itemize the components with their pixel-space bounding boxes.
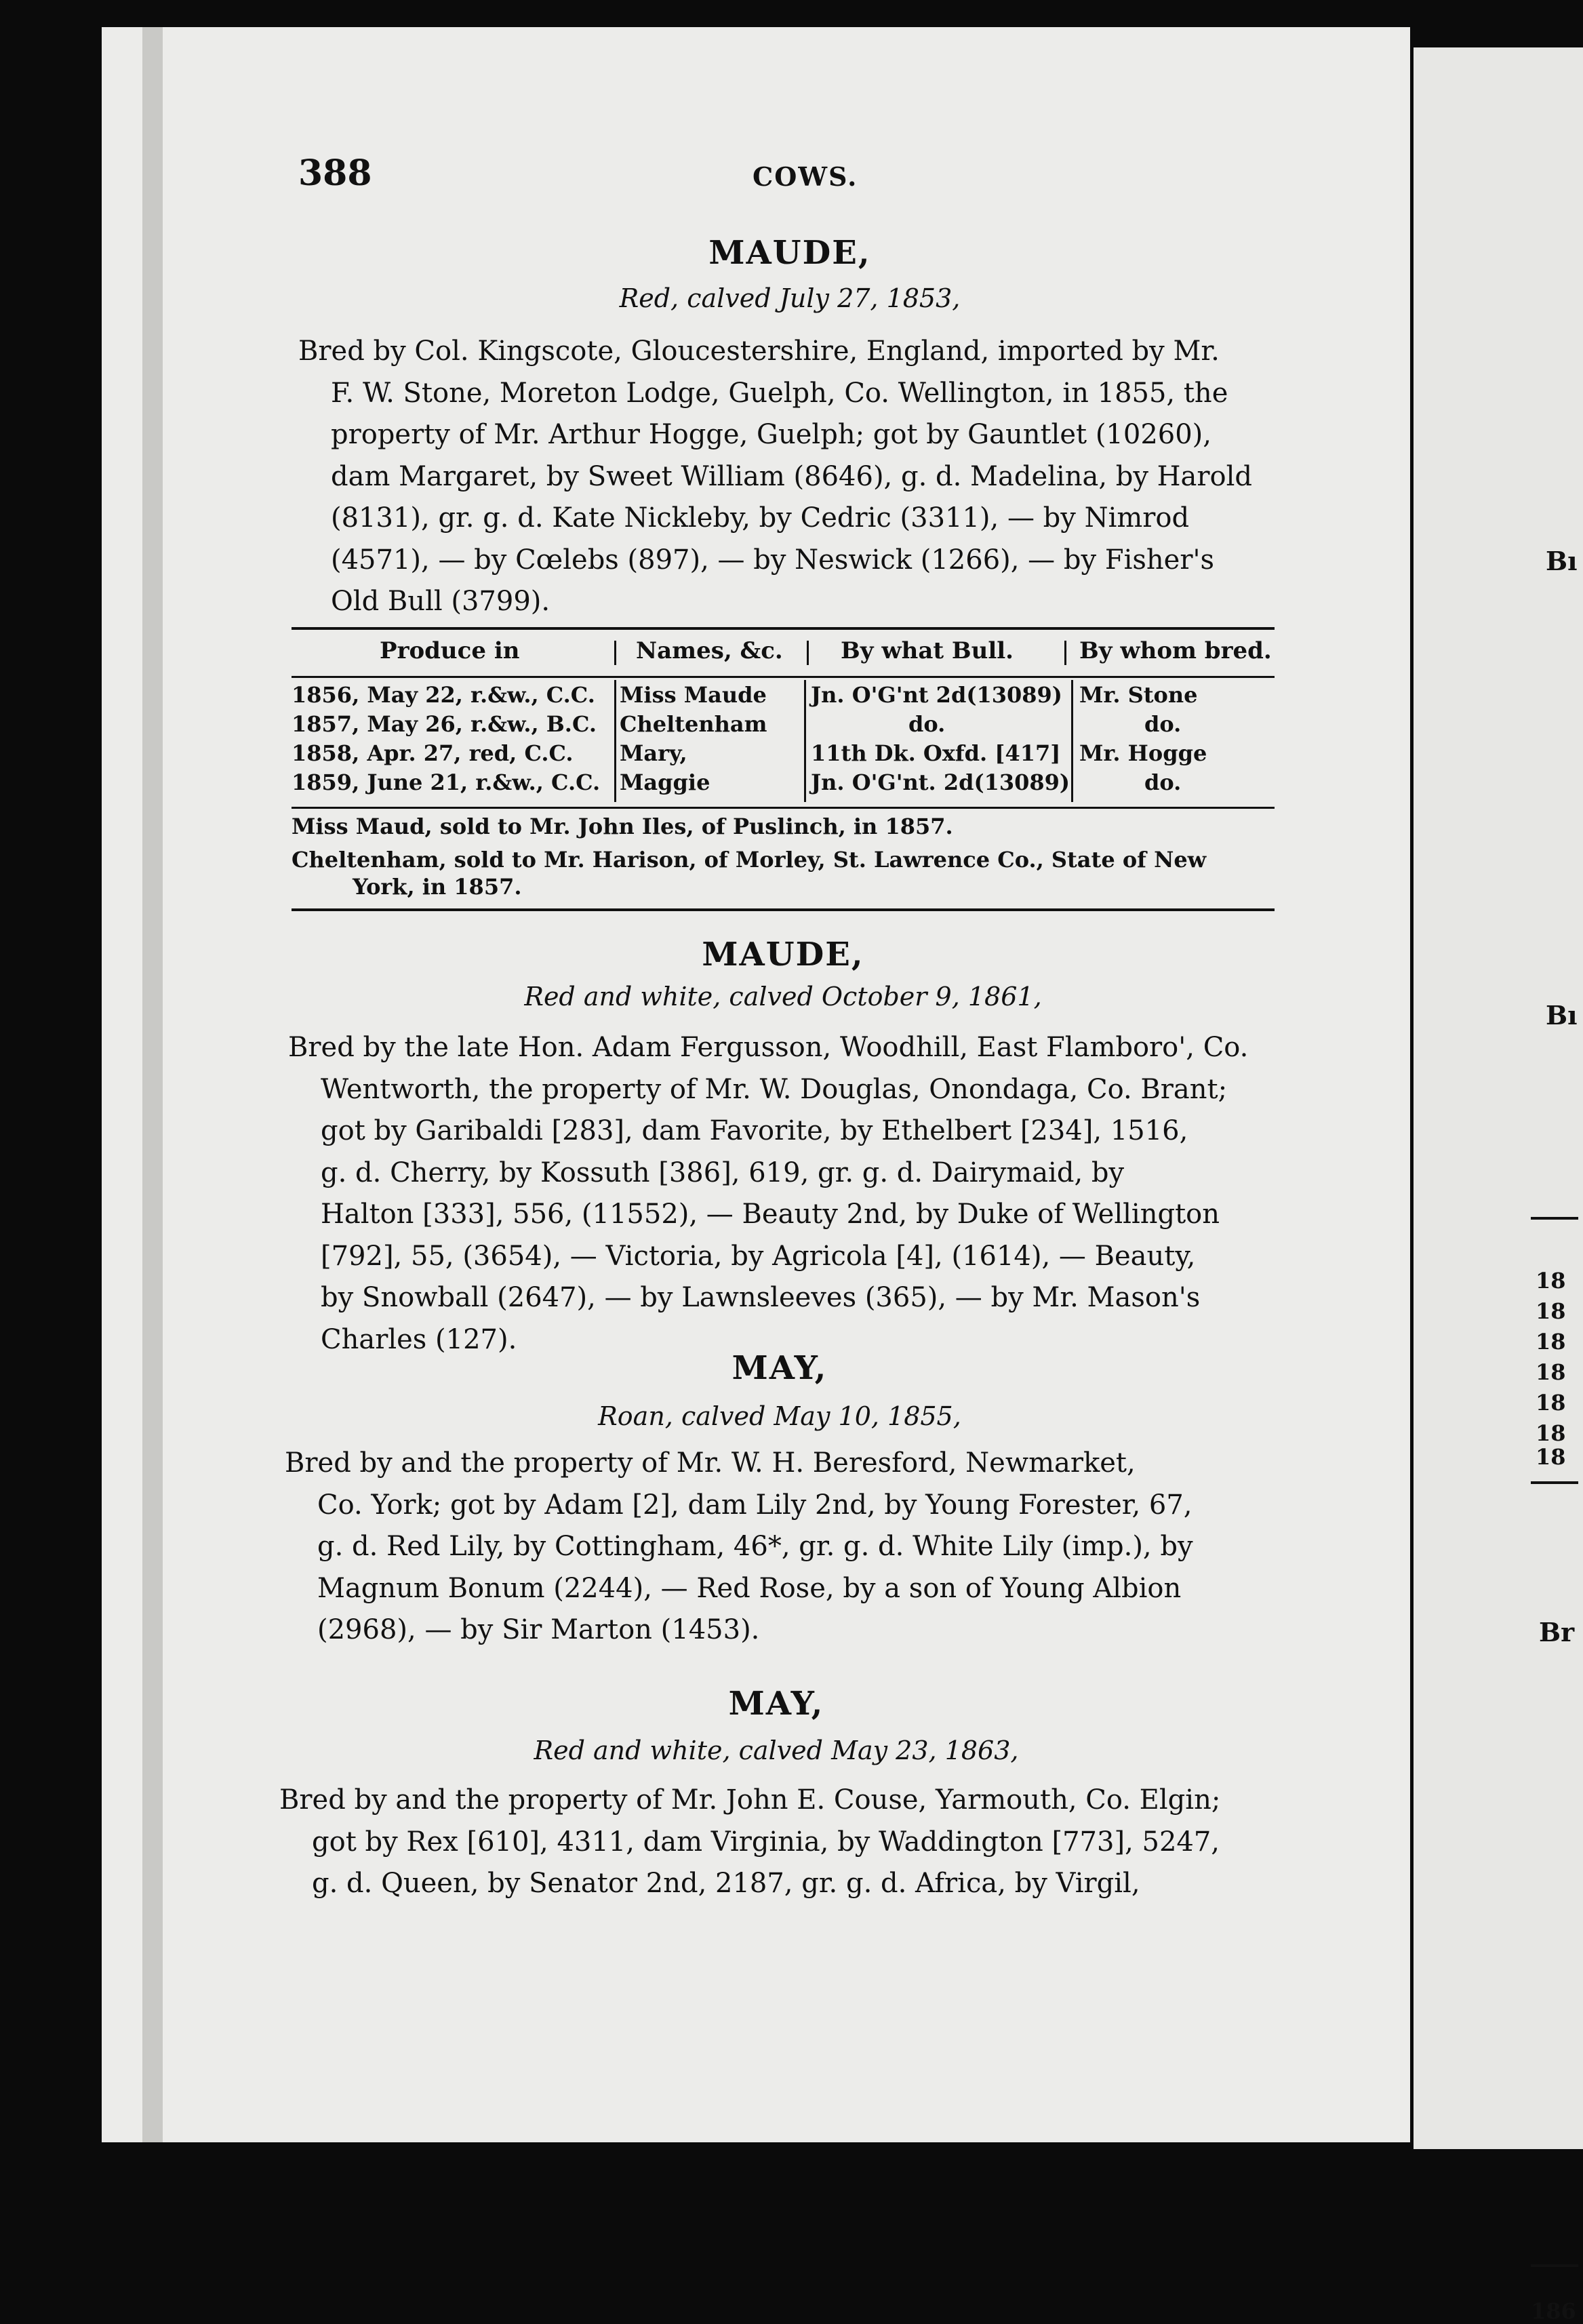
- pedigree-line: Charles (127).: [321, 1323, 517, 1355]
- table-cell: Cheltenham: [620, 711, 767, 737]
- header-divider: [614, 641, 616, 665]
- pedigree-line: got by Rex [610], 4311, dam Virginia, by Waddington [773], 5247,: [312, 1826, 1220, 1858]
- pedigree-line: Bred by and the property of Mr. John E. Couse, Yarmouth, Co. Elgin;: [279, 1784, 1221, 1816]
- adjacent-page-edge: [1414, 47, 1583, 2149]
- pedigree-line: got by Garibaldi [283], dam Favorite, by Ethelbert [234], 1516,: [321, 1115, 1188, 1146]
- adjacent-fragment: Br: [1539, 1617, 1575, 1647]
- adjacent-fragment: 186: [1531, 2298, 1576, 2324]
- table-cell: Jn. O'G'nt 2d(13089): [811, 682, 1062, 708]
- adjacent-fragment: Bı: [1546, 1000, 1578, 1030]
- table-header: Produce in: [380, 637, 520, 664]
- table-cell: 1858, Apr. 27, red, C.C.: [292, 740, 574, 766]
- adjacent-fragment: 18: [1536, 1444, 1566, 1470]
- entry-pedigree: [285, 1443, 1268, 1651]
- pedigree-line: Old Bull (3799).: [331, 586, 550, 617]
- entry-title: MAY,: [732, 1349, 828, 1387]
- entry-pedigree: [288, 1027, 1271, 1361]
- table-cell: Mr. Stone: [1079, 682, 1198, 708]
- table-header: By whom bred.: [1079, 637, 1272, 664]
- pedigree-line: property of Mr. Arthur Hogge, Guelph; got by Gauntlet (10260),: [331, 419, 1211, 450]
- table-cell: Mr. Hogge: [1079, 740, 1207, 766]
- table-cell: do.: [908, 711, 946, 737]
- table-cell: 1856, May 22, r.&w., C.C.: [292, 682, 595, 708]
- gutter-shadow: [142, 27, 163, 2142]
- adjacent-fragment: 18: [1536, 1420, 1566, 1446]
- entry-title: MAUDE,: [702, 936, 864, 974]
- pedigree-line: (4571), — by Cœlebs (897), — by Neswick (1266), — by Fisher's: [331, 544, 1214, 576]
- adjacent-fragment: 18: [1536, 1268, 1566, 1294]
- pedigree-line: Wentworth, the property of Mr. W. Douglas, Onondaga, Co. Brant;: [321, 1073, 1228, 1105]
- pedigree-line: Halton [333], 556, (11552), — Beauty 2nd, by Duke of Wellington: [321, 1199, 1220, 1230]
- entry-pedigree: [298, 331, 1281, 623]
- entry-title: MAY,: [728, 1685, 824, 1723]
- pedigree-line: Co. York; got by Adam [2], dam Lily 2nd, by Young Forester, 67,: [317, 1489, 1193, 1521]
- table-top-rule: [292, 627, 1275, 630]
- page-number: 388: [298, 153, 372, 194]
- pedigree-line: Bred by the late Hon. Adam Fergusson, Woodhill, East Flamboro', Co.: [288, 1032, 1249, 1063]
- adjacent-rule: [1531, 2264, 1578, 2267]
- pedigree-line: by Snowball (2647), — by Lawnsleeves (365), — by Mr. Mason's: [321, 1282, 1201, 1313]
- table-note: York, in 1857.: [353, 874, 522, 900]
- table-header-rule: [292, 676, 1275, 678]
- table-cell: 1859, June 21, r.&w., C.C.: [292, 769, 601, 795]
- pedigree-line: Bred by Col. Kingscote, Gloucestershire, England, imported by Mr.: [298, 336, 1220, 367]
- table-note: Miss Maud, sold to Mr. John Iles, of Puslinch, in 1857.: [292, 814, 953, 839]
- table-cell: Maggie: [620, 769, 710, 795]
- adjacent-fragment: 18: [1536, 1298, 1566, 1324]
- table-cell: do.: [1144, 711, 1182, 737]
- pedigree-line: [792], 55, (3654), — Victoria, by Agricola [4], (1614), — Beauty,: [321, 1240, 1196, 1272]
- table-header: By what Bull.: [841, 637, 1014, 664]
- running-head: COWS.: [753, 161, 858, 192]
- adjacent-fragment: 18: [1536, 1329, 1566, 1355]
- column-divider: [1071, 680, 1073, 802]
- entry-pedigree: [279, 1780, 1269, 1905]
- table-header: Names, &c.: [636, 637, 783, 664]
- column-divider: [614, 680, 616, 802]
- table-cell: Mary,: [620, 740, 687, 766]
- pedigree-line: g. d. Queen, by Senator 2nd, 2187, gr. g. d. Africa, by Virgil,: [312, 1868, 1140, 1899]
- header-divider: [807, 641, 809, 665]
- entry-subtitle: Red and white, calved October 9, 1861,: [524, 982, 1042, 1011]
- pedigree-line: Magnum Bonum (2244), — Red Rose, by a son of Young Albion: [317, 1572, 1182, 1604]
- pedigree-line: g. d. Cherry, by Kossuth [386], 619, gr. g. d. Dairymaid, by: [321, 1157, 1125, 1188]
- pedigree-line: (2968), — by Sir Marton (1453).: [317, 1614, 760, 1645]
- header-divider: [1064, 641, 1066, 665]
- entry-subtitle: Red, calved July 27, 1853,: [619, 283, 961, 313]
- table-cell: 11th Dk. Oxfd. [417]: [811, 740, 1061, 766]
- adjacent-fragment: 18: [1536, 1359, 1566, 1385]
- adjacent-rule: [1531, 1217, 1578, 1220]
- pedigree-line: (8131), gr. g. d. Kate Nickleby, by Cedric (3311), — by Nimrod: [331, 502, 1190, 534]
- table-cell: Miss Maude: [620, 682, 767, 708]
- table-cell: 1857, May 26, r.&w., B.C.: [292, 711, 597, 737]
- entry-title: MAUDE,: [708, 234, 871, 272]
- pedigree-line: g. d. Red Lily, by Cottingham, 46*, gr. g. d. White Lily (imp.), by: [317, 1531, 1193, 1562]
- pedigree-line: Bred by and the property of Mr. W. H. Beresford, Newmarket,: [285, 1447, 1136, 1479]
- table-cell: do.: [1144, 769, 1182, 795]
- pedigree-line: dam Margaret, by Sweet William (8646), g. d. Madelina, by Harold: [331, 460, 1253, 492]
- table-cell: Jn. O'G'nt. 2d(13089): [811, 769, 1070, 795]
- pedigree-line: F. W. Stone, Moreton Lodge, Guelph, Co. Wellington, in 1855, the: [331, 377, 1228, 409]
- entry-subtitle: Red and white, calved May 23, 1863,: [534, 1736, 1019, 1765]
- section-rule: [292, 908, 1275, 911]
- table-note: Cheltenham, sold to Mr. Harison, of Morley, St. Lawrence Co., State of New: [292, 847, 1207, 873]
- column-divider: [804, 680, 806, 802]
- table-bottom-rule: [292, 807, 1275, 809]
- entry-subtitle: Roan, calved May 10, 1855,: [598, 1401, 961, 1431]
- adjacent-fragment: Bı: [1546, 546, 1578, 576]
- adjacent-rule: [1531, 1481, 1578, 1484]
- adjacent-fragment: 18: [1536, 1390, 1566, 1416]
